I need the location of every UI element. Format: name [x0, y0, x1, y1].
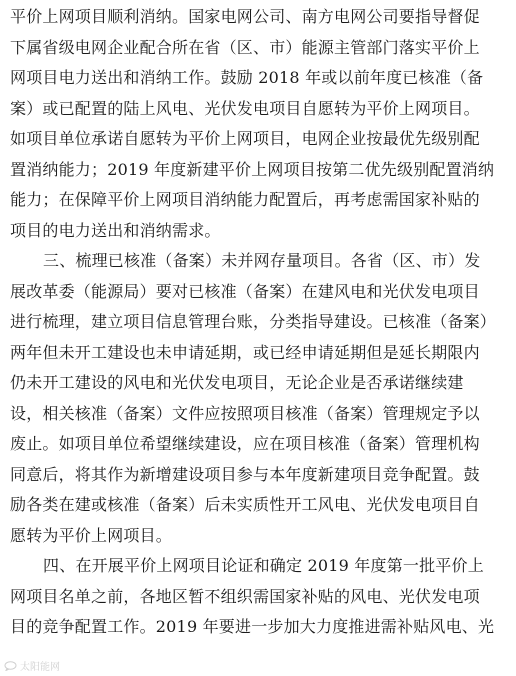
text-line: 置消纳能力；2019 年度新建平价上网项目按第二优先级别配置消纳 [10, 159, 495, 179]
text-line: 展改革委（能源局）要对已核准（备案）在建风电和光伏发电项目 [10, 281, 480, 301]
text-line: 励各类在建或核准（备案）后未实质性开工风电、光伏发电项目自 [10, 495, 480, 514]
watermark [4, 658, 60, 673]
text-line: 进行梳理，建立项目信息管理台账，分类指导建设。已核准（备案） [10, 312, 497, 331]
section-heading-line-4: 四、在开展平价上网项目论证和确定 2019 年度第一批平价上 [43, 556, 484, 575]
document-body [10, 2, 506, 643]
section-heading-line-3: 三、梳理已核准（备案）未并网存量项目。各省（区、市）发 [43, 251, 481, 270]
text-line: 仍未开工建设的风电和光伏发电项目，无论企业是否承诺继续建 [10, 373, 464, 392]
text-line: 案）或已配置的陆上风电、光伏发电项目自愿转为平价上网项目。 [10, 98, 480, 118]
text-line: 如项目单位承诺自愿转为平价上网项目，电网企业按最优先级别配 [10, 129, 480, 148]
text-line: 项目的电力送出和消纳需求。 [10, 220, 221, 240]
text-line: 下属省级电网企业配合所在省（区、市）能源主管部门落实平价上 [10, 37, 480, 57]
text-line: 目的竞争配置工作。2019 年要进一步加大力度推进需补贴风电、光 [10, 617, 495, 636]
text-line: 同意后，将其作为新增建设项目参与本年度新建项目竞争配置。鼓 [10, 464, 480, 484]
text-line: 废止。如项目单位希望继续建设，应在项目核准（备案）管理机构 [10, 434, 480, 453]
text-line: 愿转为平价上网项目。 [10, 525, 173, 545]
text-line: 网项目名单之前，各地区暂不组织需国家补贴的风电、光伏发电项 [10, 586, 480, 606]
chat-bubble-icon [4, 661, 17, 671]
text-line: 设，相关核准（备案）文件应按照项目核准（备案）管理规定予以 [10, 403, 480, 423]
text-line: 能力；在保障平价上网项目消纳能力配置后，再考虑需国家补贴的 [10, 190, 480, 209]
text-line: 两年但未开工建设也未申请延期，或已经申请延期但是延长期限内 [10, 342, 480, 362]
text-line: 平价上网项目顺利消纳。国家电网公司、南方电网公司要指导督促 [10, 7, 480, 26]
watermark-text: 太阳能网 [20, 662, 60, 673]
text-line: 网项目电力送出和消纳工作。鼓励 2018 年或以前年度已核准（备 [10, 68, 484, 87]
